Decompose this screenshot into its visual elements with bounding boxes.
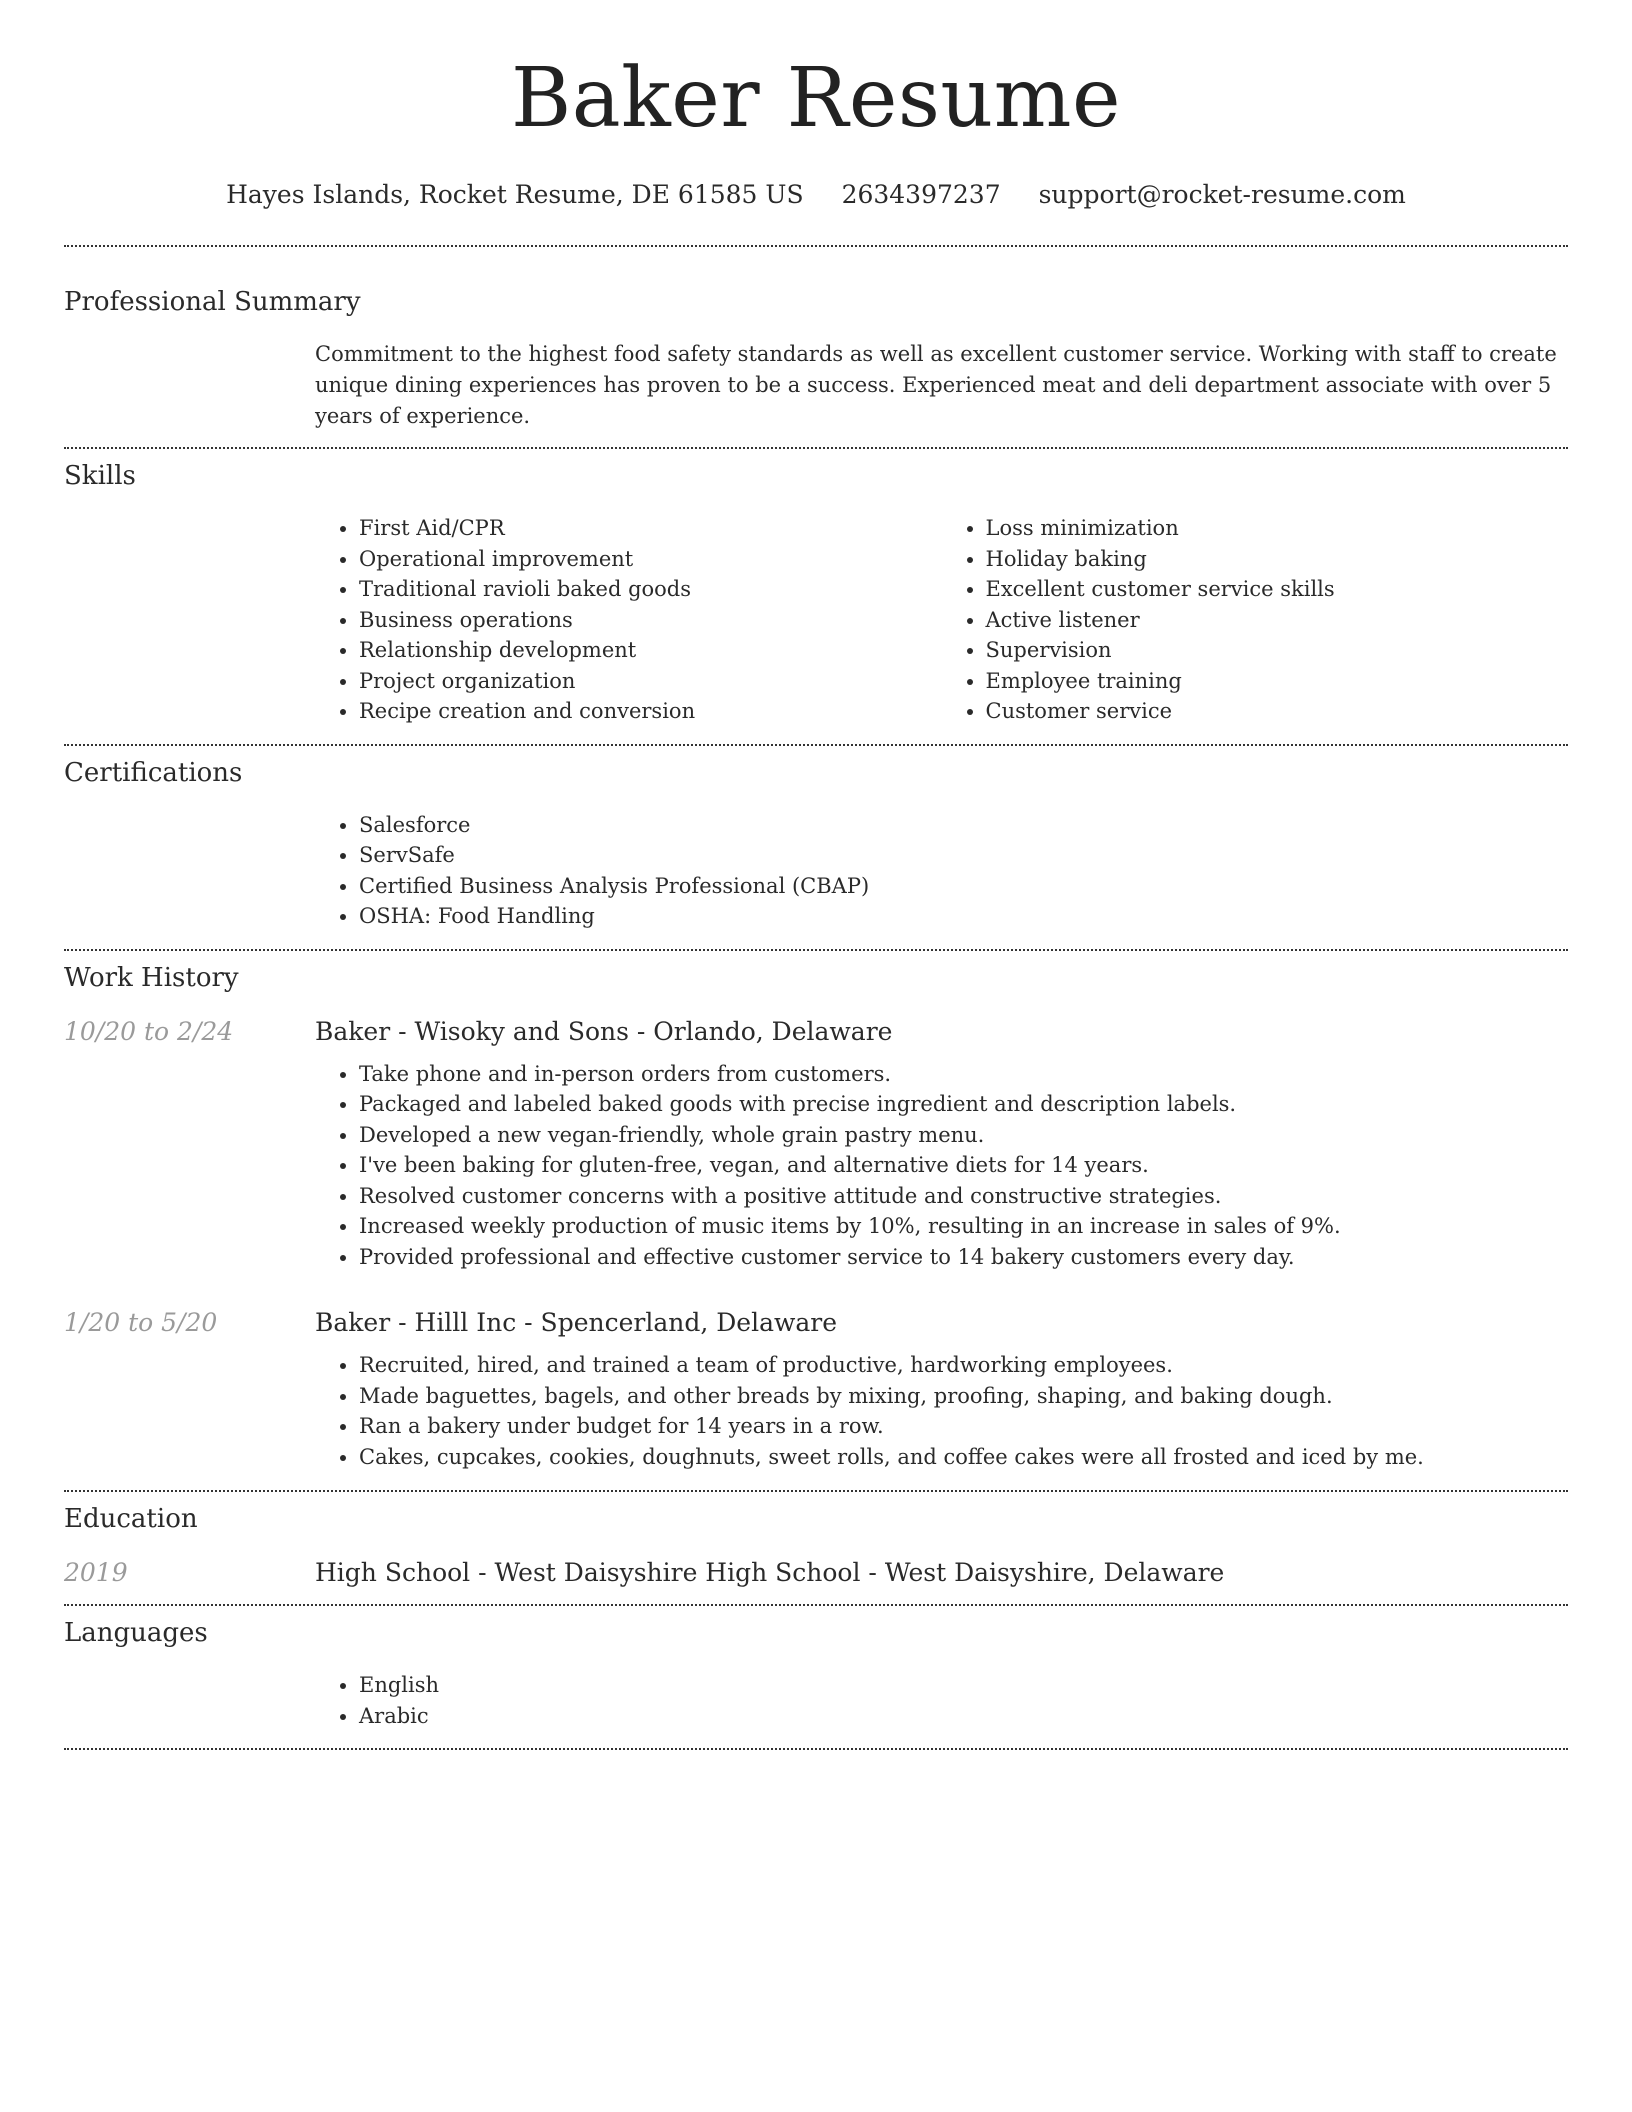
list-item: • Loss minimization bbox=[986, 513, 1569, 544]
list-item: • Take phone and in-person orders from customers. bbox=[359, 1059, 1568, 1090]
divider bbox=[64, 949, 1568, 951]
list-item: • Certified Business Analysis Professional (CBAP) bbox=[359, 871, 1568, 902]
list-item: • Traditional ravioli baked goods bbox=[359, 574, 942, 605]
email: support@rocket-resume.com bbox=[1038, 180, 1406, 209]
summary-text: Commitment to the highest food safety standards as well as excellent customer service. Working with staff to create unique dining experiences has proven to be a success. Experienced meat and deli department associate with over 5 years of experience. bbox=[315, 342, 1557, 428]
list-item: • Business operations bbox=[359, 605, 942, 636]
list-item: • Recruited, hired, and trained a team of productive, hardworking employees. bbox=[359, 1350, 1568, 1381]
list-item: • Salesforce bbox=[359, 810, 1568, 841]
list-item: • Arabic bbox=[359, 1701, 1568, 1732]
section-title-skills: Skills bbox=[64, 461, 136, 491]
list-item: • Holiday baking bbox=[986, 544, 1569, 575]
section-title-languages: Languages bbox=[64, 1618, 208, 1648]
list-item: • Employee training bbox=[986, 666, 1569, 697]
list-item: • Increased weekly production of music items by 10%, resulting in an increase in sales of 9%. bbox=[359, 1211, 1568, 1242]
list-item: • Project organization bbox=[359, 666, 942, 697]
section-title-certifications: Certifications bbox=[64, 757, 243, 788]
divider bbox=[64, 1748, 1568, 1750]
education-entry bbox=[64, 1558, 1568, 1587]
list-item: • Provided professional and effective customer service to 14 bakery customers every day. bbox=[359, 1242, 1568, 1273]
list-item: • Made baguettes, bagels, and other breads by mixing, proofing, shaping, and baking dough. bbox=[359, 1381, 1568, 1412]
list-item: • I've been baking for gluten-free, vegan, and alternative diets for 14 years. bbox=[359, 1150, 1568, 1181]
contact-line bbox=[64, 180, 1568, 209]
job-bullets bbox=[315, 1350, 1568, 1472]
list-item: • OSHA: Food Handling bbox=[359, 901, 1568, 932]
divider bbox=[64, 447, 1568, 449]
languages-list bbox=[315, 1670, 1568, 1731]
job-dates: 10/20 to 2/24 bbox=[64, 1016, 234, 1046]
list-item: • Customer service bbox=[986, 696, 1569, 727]
job-entry bbox=[64, 1308, 1568, 1472]
list-item: • Developed a new vegan-friendly, whole grain pastry menu. bbox=[359, 1120, 1568, 1151]
list-item: • Excellent customer service skills bbox=[986, 574, 1569, 605]
resume-page bbox=[64, 0, 1568, 1750]
section-title-education: Education bbox=[64, 1504, 198, 1534]
resume-title: Baker Resume bbox=[510, 51, 1122, 146]
list-item: • Operational improvement bbox=[359, 544, 942, 575]
education-detail: High School - West Daisyshire High School - West Daisyshire, Delaware bbox=[315, 1558, 1225, 1587]
skills-list bbox=[315, 513, 1568, 727]
list-item: • Ran a bakery under budget for 14 years in a row. bbox=[359, 1411, 1568, 1442]
education-year: 2019 bbox=[64, 1558, 128, 1587]
skills-column-left bbox=[315, 513, 942, 727]
section-title-summary: Professional Summary bbox=[64, 287, 361, 317]
list-item: • Relationship development bbox=[359, 635, 942, 666]
job-title: Baker - Wisoky and Sons - Orlando, Delaware bbox=[315, 1016, 893, 1046]
list-item: • First Aid/CPR bbox=[359, 513, 942, 544]
divider bbox=[64, 1604, 1568, 1606]
address: Hayes Islands, Rocket Resume, DE 61585 US bbox=[226, 180, 804, 209]
list-item: • Recipe creation and conversion bbox=[359, 696, 942, 727]
divider bbox=[64, 744, 1568, 746]
list-item: • English bbox=[359, 1670, 1568, 1701]
divider bbox=[64, 245, 1568, 247]
job-dates: 1/20 to 5/20 bbox=[64, 1308, 218, 1337]
section-title-work-history: Work History bbox=[64, 962, 239, 993]
divider bbox=[64, 1490, 1568, 1492]
job-bullets bbox=[315, 1059, 1568, 1273]
list-item: • Cakes, cupcakes, cookies, doughnuts, sweet rolls, and coffee cakes were all frosted and iced by me. bbox=[359, 1442, 1568, 1473]
list-item: • Supervision bbox=[986, 635, 1569, 666]
job-title: Baker - Hilll Inc - Spencerland, Delaware bbox=[315, 1308, 838, 1337]
list-item: • Packaged and labeled baked goods with precise ingredient and description labels. bbox=[359, 1089, 1568, 1120]
list-item: • Resolved customer concerns with a positive attitude and constructive strategies. bbox=[359, 1181, 1568, 1212]
certifications-list bbox=[315, 810, 1568, 932]
list-item: • ServSafe bbox=[359, 840, 1568, 871]
list-item: • Active listener bbox=[986, 605, 1569, 636]
skills-column-right bbox=[942, 513, 1569, 727]
job-entry bbox=[64, 1017, 1568, 1273]
phone: 2634397237 bbox=[841, 180, 1001, 209]
